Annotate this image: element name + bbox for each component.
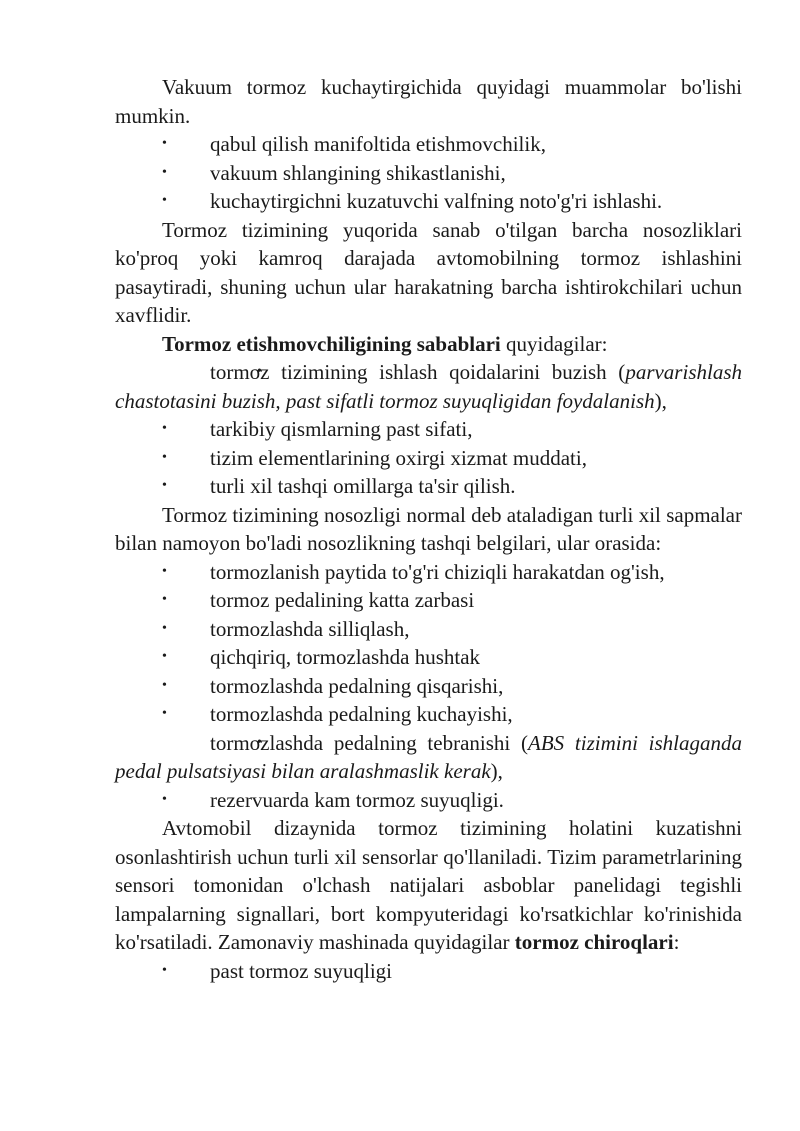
list-item: • qabul qilish manifoltida etishmovchilik, [115,130,742,159]
paragraph-vacuum-intro: Vakuum tormoz kuchaytirgichida quyidagi muammolar bo'lishi mumkin. [115,75,742,128]
list-item: • tormozlanish paytida to'g'ri chiziqli harakatdan og'ish, [115,558,742,587]
list-item: • turli xil tashqi omillarga ta'sir qilish. [115,472,742,501]
list-item: • tarkibiy qismlarning past sifati, [115,415,742,444]
list-item: • tizim elementlarining oxirgi xizmat muddati, [115,444,742,473]
list-item: • tormoz tizimining ishlash qoidalarini buzish (parvarishlash chastotasini buzish, past sifatli tormoz suyuqligidan foydalanish), [115,358,742,415]
list-item: • tormoz pedalining katta zarbasi [115,586,742,615]
bold-term: tormoz chiroqlari [514,930,674,954]
list-item: • rezervuarda kam tormoz suyuqligi. [115,786,742,815]
document-page [115,73,742,985]
paragraph-symptoms-intro: Tormoz tizimining nosozligi normal deb ataladigan turli xil sapmalar bilan namoyon bo'ladi nosozlikning tashqi belgilari, ular orasida: [115,502,742,555]
list-item: • vakuum shlangining shikastlanishi, [115,159,742,188]
list-item: • tormozlashda silliqlash, [115,615,742,644]
italic-note: parvarishlash chastotasini buzish, past sifatli tormoz suyuqligidan foydalanish [115,360,742,413]
bold-term: Tormoz etishmovchiligining sabablari [162,331,501,356]
paragraph-sensors: Avtomobil dizaynida tormoz tizimining holatini kuzatishni osonlashtirish uchun turli xil sensorlar qo'llaniladi. Tizim parametrlarining sensori tomonidan o'lchash natijalari asboblar panelidagi tegishli lampalarning signallari, bort kompyuteridagi ko'rsatkichlar ko'rinishida ko'rsatiladi. Zamonaviy mashinada quyidagilar tormoz chiroqlari: [115,816,742,954]
italic-note: ABS tizimini ishlaganda pedal pulsatsiyasi bilan aralashmaslik kerak [115,730,743,783]
list-item: • tormozlashda pedalning qisqarishi, [115,672,742,701]
list-item: • past tormoz suyuqligi [115,957,742,986]
paragraph-causes-heading: Tormoz etishmovchiligining sabablari quyidagilar: [162,331,608,356]
list-item: • tormozlashda pedalning tebranishi (ABS tizimini ishlaganda pedal pulsatsiyasi bilan aralashmaslik kerak), [115,729,742,786]
list-item: • kuchaytirgichni kuzatuvchi valfning noto'g'ri ishlashi. [115,187,742,216]
list-item: • qichqiriq, tormozlashda hushtak [115,643,742,672]
paragraph-faults-danger: Tormoz tizimining yuqorida sanab o'tilgan barcha nosozliklari ko'proq yoki kamroq darajada avtomobilning tormoz ishlashini pasaytiradi, shuning uchun ular harakatning barcha ishtirokchilari uchun xavflidir. [115,217,742,327]
list-item: • tormozlashda pedalning kuchayishi, [115,700,742,729]
